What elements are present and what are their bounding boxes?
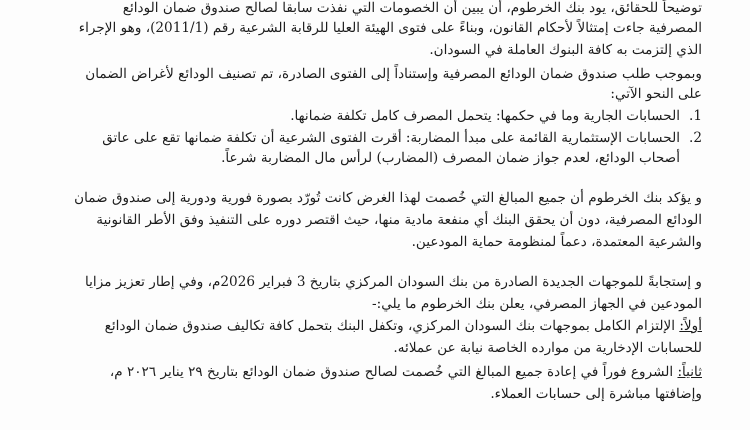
list-item-number: 2. [689, 130, 702, 146]
paragraph-line: و إستجابةً للموجهات الجديدة الصادرة من بنك السودان المركزي بتاريخ 3 فبراير 2026م، وفي إطار تعزيز مزايا [85, 274, 702, 290]
announcement-line [105, 316, 702, 336]
announcement-label: أولاً: [679, 318, 702, 334]
paragraph-line: وبموجب طلب صندوق ضمان الودائع المصرفية وإستناداً إلى الفتوى الصادرة، تم تصنيف الودائع لأغراض الضمان [85, 66, 702, 82]
list-item-text: الحسابات الإستثمارية القائمة على مبدأ المضاربة: أقرت الفتوى الشرعية أن تكلفة ضمانها تقع على عاتق [102, 130, 680, 146]
announcement-label: ثانياً: [677, 364, 702, 380]
paragraph-line: الذي إلتزمت به كافة البنوك العاملة في السودان. [429, 42, 702, 58]
announcement-line [110, 362, 702, 382]
list-item-text: الحسابات الجارية وما في حكمها: يتحمل المصرف كامل تكلفة ضمانها. [290, 108, 680, 124]
paragraph-line: المصرفية جاءت إمتثالاً لأحكام القانون، وبناءً على فتوى الهيئة العليا للرقابة الشرعية رقم (2011/1)، وهو الإجراء [78, 20, 702, 36]
announcement-line: للحسابات الإدخارية من موارده الخاصة نيابة عن عملائه. [393, 340, 702, 356]
paragraph-line: والشرعية المعتمدة، دعماً لمنظومة حماية المودعين. [411, 234, 702, 250]
announcement-line: وإضافتها مباشرة إلى حسابات العملاء. [490, 386, 702, 402]
paragraph-line: على النحو الآتي: [610, 86, 702, 102]
paragraph-line: المودعين في الجهاز المصرفي، يعلن بنك الخرطوم ما يلي:- [372, 296, 702, 312]
announcement-text: الإلتزام الكامل بموجهات بنك السودان المركزي، وتكفل البنك بتحمل كافة تكاليف صندوق ضمان الودائع [104, 318, 680, 334]
paragraph-line: توضيحاً للحقائق، يود بنك الخرطوم، أن يبين أن الخصومات التي نفذت سابقا لصالح صندوق ضمان الودائع [122, 0, 702, 16]
list-item-number: 1. [689, 108, 702, 124]
paragraph-line: و يؤكد بنك الخرطوم أن جميع المبالغ التي خُصمت لهذا الغرض كانت تُورّد بصورة فورية ودورية إلى صندوق ضمان [74, 190, 702, 206]
list-item-text: أصحاب الودائع، لعدم جواز ضمان المصرف (المضارب) لرأس مال المضاربة شرعاً. [221, 150, 680, 166]
announcement-text: الشروع فوراً في إعادة جميع المبالغ التي خُصمت لصالح صندوق ضمان الودائع بتاريخ ٢٩ يناير ٢٠٢٦ م، [109, 364, 678, 380]
paragraph-line: الودائع المصرفية، دون أن يحقق البنك أي منفعة مادية منها، حيث اقتصر دوره على التنفيذ وفق الأطر القانونية [96, 212, 702, 228]
